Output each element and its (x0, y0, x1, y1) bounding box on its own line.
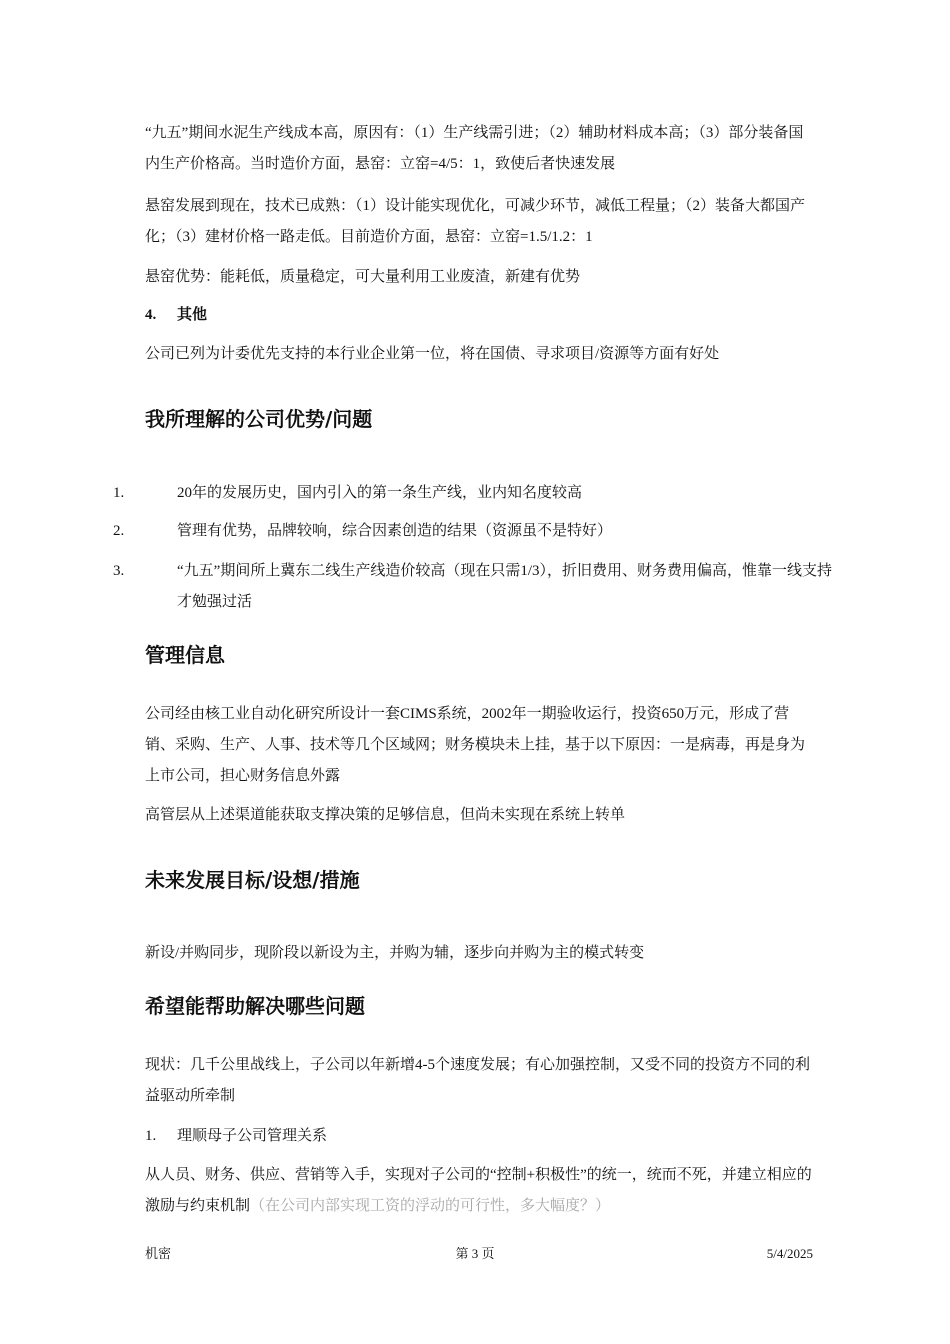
cims-paragraph: 公司经由核工业自动化研究所设计一套CIMS系统，2002年一期验收运行，投资650万元，形成了营销、采购、生产、人事、技术等几个区域网；财务模块未上挂，基于以下原因：一是病毒，再是身为上市公司，担心财务信息外露 (145, 706, 806, 784)
other-number: 4. (145, 307, 157, 323)
list-item-text: 20年的发展历史，国内引入的第一条生产线，业内知名度较高 (177, 485, 583, 501)
other-paragraph: 公司已列为计委优先支持的本行业企业第一位，将在国债、寻求项目/资源等方面有好处 (145, 346, 720, 362)
list-item-text: “九五”期间所上冀东二线生产线造价较高（现在只需1/3），折旧费用、财务费用偏高，惟靠一线支持才勉强过活 (177, 563, 832, 610)
advantages-heading: 我所理解的公司优势/问题 (145, 407, 373, 431)
kiln-tech-paragraph: 悬窑发展到现在，技术已成熟：（1）设计能实现优化，可减少环节，减低工程量；（2）装备大都国产化；（3）建材价格一路走低。目前造价方面，悬窑：立窑=1.5/1.2：1 (145, 198, 806, 245)
decision-info-paragraph: 高管层从上述渠道能获取支撑决策的足够信息，但尚未实现在系统上转单 (145, 807, 626, 823)
footer-page-number: 第 3 页 (455, 1246, 495, 1261)
help-item (145, 1121, 813, 1152)
cement-cost-paragraph: “九五”期间水泥生产线成本高，原因有：（1）生产线需引进；（2）辅助材料成本高；（3）部分装备国内生产价格高。当时造价方面，悬窑：立窑=4/5：1，致使后者快速发展 (145, 125, 804, 172)
list-item-text: 理顺母子公司管理关系 (177, 1128, 328, 1144)
list-number: 1. (113, 485, 125, 501)
help-heading: 希望能帮助解决哪些问题 (145, 994, 365, 1018)
gray-note: （在公司内部实现工资的浮动的可行性，多大幅度？） (250, 1198, 611, 1214)
advantage-item (113, 478, 845, 509)
future-paragraph: 新设/并购同步，现阶段以新设为主，并购为辅，逐步向并购为主的模式转变 (145, 945, 645, 961)
other-subheading (145, 300, 813, 331)
advantage-item (113, 516, 845, 547)
other-title: 其他 (177, 307, 208, 323)
kiln-advantage-paragraph: 悬窑优势：能耗低，质量稳定，可大量利用工业废渣，新建有优势 (145, 269, 581, 285)
list-number: 2. (113, 523, 125, 539)
footer-confidential: 机密 (145, 1246, 172, 1261)
advantage-item (113, 556, 845, 618)
list-item-text: 管理有优势，品牌较响，综合因素创造的结果（资源虽不是特好） (177, 523, 613, 539)
status-paragraph: 现状：几千公里战线上，子公司以年新增4-5个速度发展；有心加强控制，又受不同的投资方不同的利益驱动所牵制 (145, 1057, 810, 1104)
footer-date: 5/4/2025 (766, 1246, 813, 1261)
parent-subsidiary-paragraph (145, 1160, 813, 1222)
list-number: 1. (145, 1128, 157, 1144)
paragraph-main-text: 从人员、财务、供应、营销等入手，实现对子公司的“控制+积极性”的统一，统而不死，并建立相应的激励与约束机制 (145, 1167, 812, 1214)
future-heading: 未来发展目标/设想/措施 (145, 868, 360, 892)
list-number: 3. (113, 563, 125, 579)
mgmt-info-heading: 管理信息 (145, 643, 225, 667)
